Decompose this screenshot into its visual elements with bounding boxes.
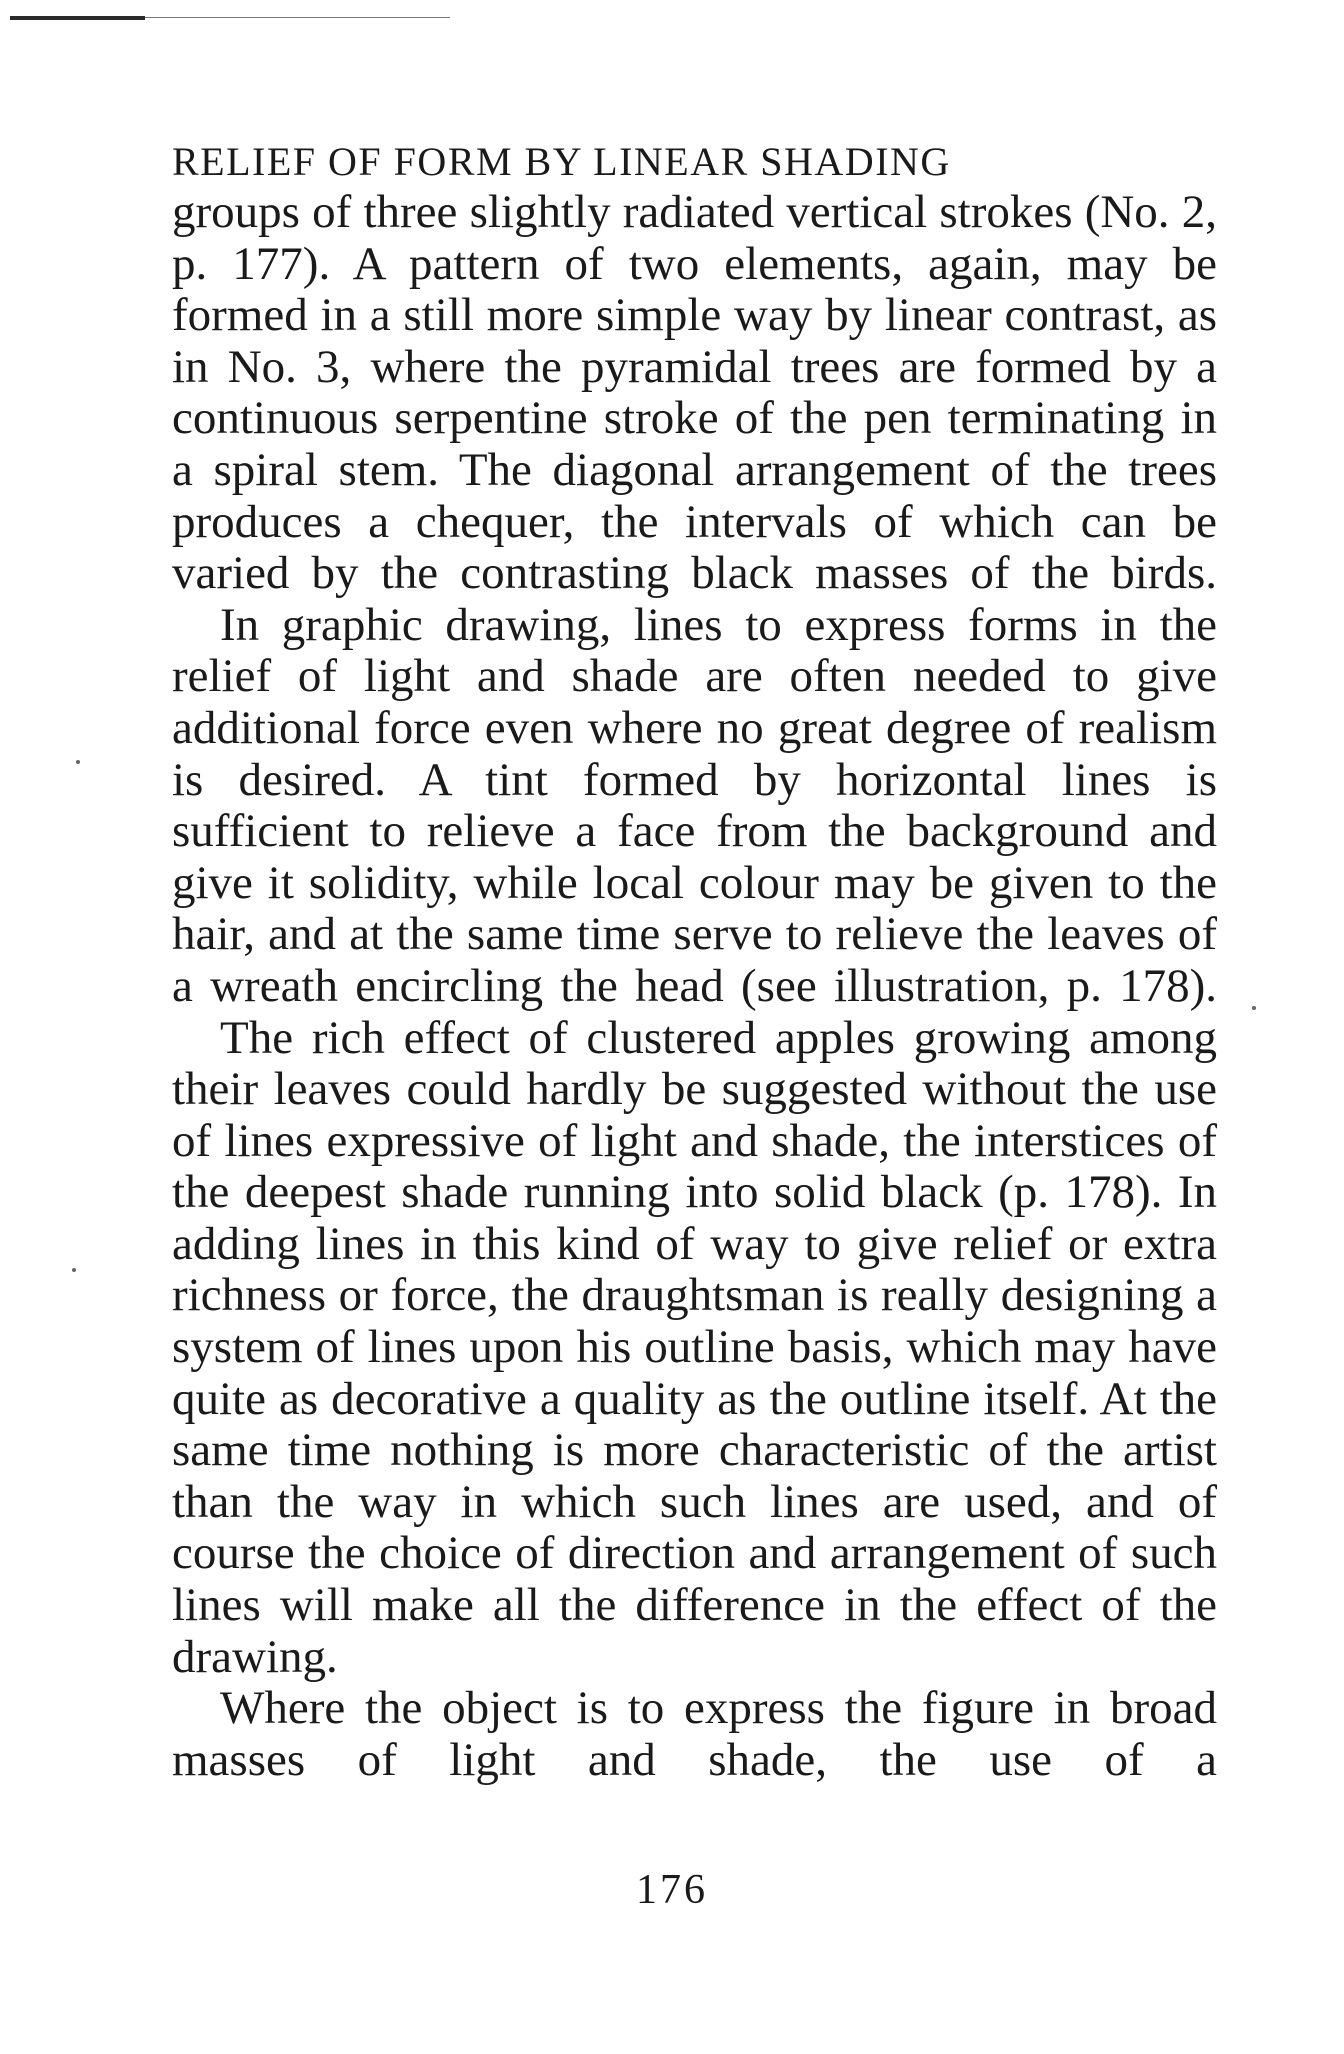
paragraph-continued: groups of three slightly radiated vertical strokes (No. 2, p. 177). A pattern of two elements, again, may be formed in a still more simple way by linear contrast, as in No. 3, where the pyramidal trees are formed by a continuous serpentine stroke of the pen terminating in a spiral stem. The diagonal arrangement of the trees produces a chequer, the intervals of which can be varied by the contrasting black masses of the birds.: [172, 186, 1217, 600]
paragraph-broad-masses: Where the object is to express the figure in broad masses of light and shade, the use of a: [172, 1682, 1217, 1786]
page-number: 176: [636, 1867, 708, 1913]
paragraph-graphic-drawing: In graphic drawing, lines to express forms in the relief of light and shade are often needed to give additional force even where no great degree of realism is desired. A tint formed by horizontal lines is sufficient to relieve a face from the background and give it solidity, while local colour may be given to the hair, and at the same time serve to relieve the leaves of a wreath encircling the head (see illustration, p. 178).: [172, 598, 1217, 1012]
paper-speck: [1252, 1006, 1256, 1010]
body-text: [172, 187, 1217, 1786]
top-rule-thin: [145, 17, 450, 18]
paper-speck: [72, 1268, 76, 1272]
paragraph-clustered-apples: The rich effect of clustered apples growing among their leaves could hardly be suggested without the use of lines expressive of light and shade, the interstices of the deepest shade running into solid black (p. 178). In adding lines in this kind of way to give relief or extra richness or force, the draughtsman is really designing a system of lines upon his outline basis, which may have quite as decorative a quality as the outline itself. At the same time nothing is more characteristic of the artist than the way in which such lines are used, and of course the choice of direction and arrangement of such lines will make all the difference in the effect of the drawing.: [172, 1011, 1217, 1683]
top-rule: [10, 16, 450, 22]
paper-speck: [76, 760, 80, 764]
top-rule-thick: [10, 16, 145, 20]
running-head: RELIEF OF FORM BY LINEAR SHADING: [172, 139, 951, 184]
page-content: [172, 137, 1217, 1786]
